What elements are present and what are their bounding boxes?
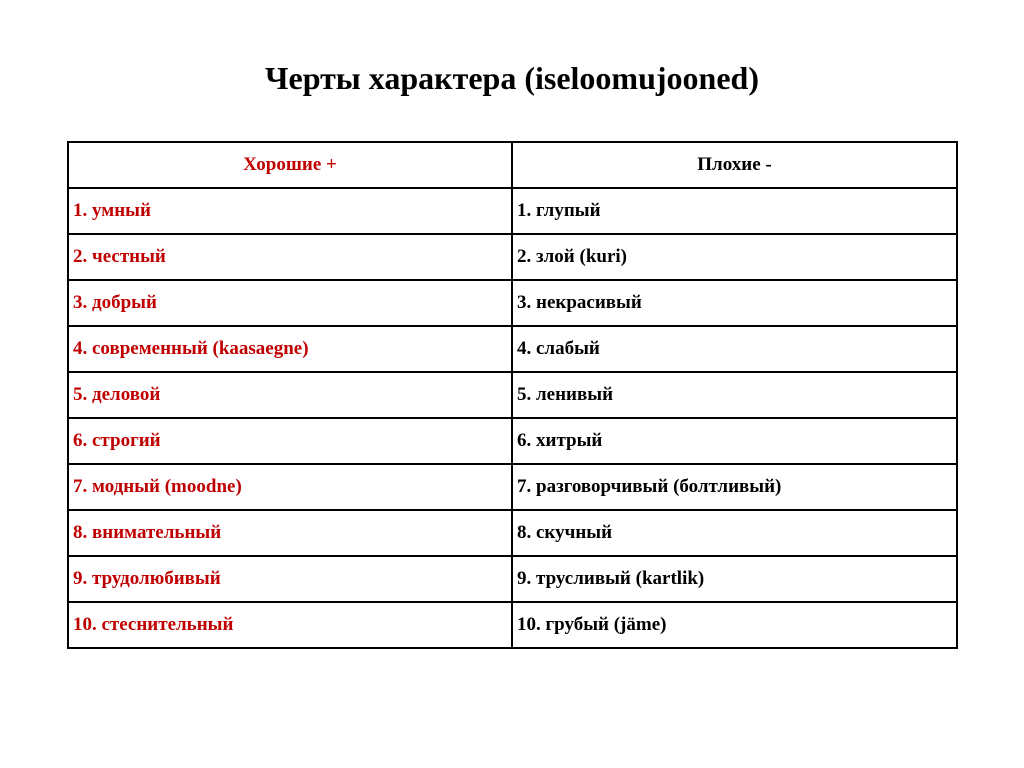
bad-trait-cell: 9. трусливый (kartlik) — [512, 556, 957, 602]
good-trait-cell: 9. трудолюбивый — [68, 556, 512, 602]
bad-trait-cell: 3. некрасивый — [512, 280, 957, 326]
good-trait-cell: 5. деловой — [68, 372, 512, 418]
good-trait-cell: 7. модный (moodne) — [68, 464, 512, 510]
good-trait-cell: 1. умный — [68, 188, 512, 234]
bad-trait-cell: 4. слабый — [512, 326, 957, 372]
good-trait-cell: 10. стеснительный — [68, 602, 512, 648]
header-bad: Плохие - — [512, 142, 957, 188]
bad-trait-cell: 5. ленивый — [512, 372, 957, 418]
good-trait-cell: 3. добрый — [68, 280, 512, 326]
table-header-row — [68, 142, 957, 188]
traits-table — [67, 141, 958, 649]
table-row — [68, 510, 957, 556]
bad-trait-cell: 2. злой (kuri) — [512, 234, 957, 280]
good-trait-cell: 4. современный (kaasaegne) — [68, 326, 512, 372]
table-row — [68, 326, 957, 372]
bad-trait-cell: 6. хитрый — [512, 418, 957, 464]
table-row — [68, 556, 957, 602]
header-good: Хорошие + — [68, 142, 512, 188]
good-trait-cell: 2. честный — [68, 234, 512, 280]
bad-trait-cell: 1. глупый — [512, 188, 957, 234]
table-row — [68, 418, 957, 464]
good-trait-cell: 6. строгий — [68, 418, 512, 464]
page-title: Черты характера (iseloomujooned) — [265, 60, 759, 96]
bad-trait-cell: 8. скучный — [512, 510, 957, 556]
table-row — [68, 372, 957, 418]
table-row — [68, 280, 957, 326]
table-row — [68, 188, 957, 234]
good-trait-cell: 8. внимательный — [68, 510, 512, 556]
table-row — [68, 464, 957, 510]
bad-trait-cell: 7. разговорчивый (болтливый) — [512, 464, 957, 510]
bad-trait-cell: 10. грубый (jäme) — [512, 602, 957, 648]
table-row — [68, 602, 957, 648]
table-row — [68, 234, 957, 280]
